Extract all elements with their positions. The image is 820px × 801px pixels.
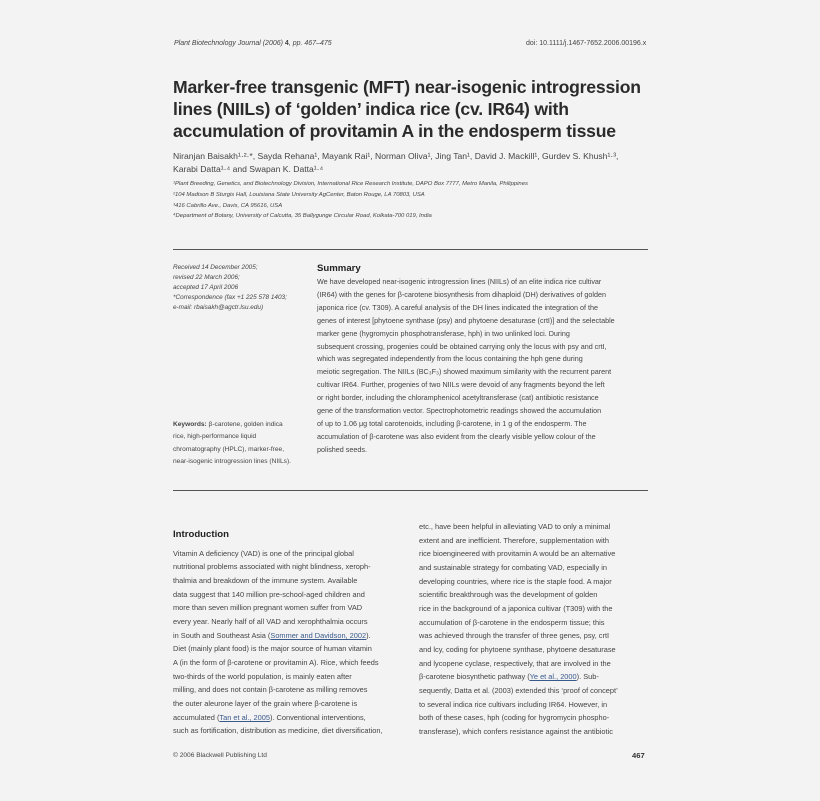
col1-line: A (in the form of β-carotene or provitamin A). Rice, which feeds bbox=[173, 658, 379, 667]
summary-line: japonica rice (cv. T309). A careful analysis of the DH lines indicated the integration of the bbox=[317, 302, 598, 312]
col2-line: scientific breakthrough was the development of golden bbox=[419, 590, 598, 599]
title-line-3: accumulation of provitamin A in the endosperm tissue bbox=[173, 121, 616, 141]
introduction-heading: Introduction bbox=[173, 529, 229, 540]
journal-year: (2006) bbox=[260, 40, 285, 47]
copyright: © 2006 Blackwell Publishing Ltd bbox=[173, 752, 267, 759]
summary-line: genes of interest [phytoene synthase (psy) and phytoene desaturase (crtI)] and the selectable bbox=[317, 315, 615, 325]
title-line-1: Marker-free transgenic (MFT) near-isogenic introgression bbox=[173, 77, 641, 97]
revised-date: revised 22 March 2006; bbox=[173, 274, 240, 281]
col1-text: accumulated ( bbox=[173, 713, 220, 722]
page-number: 467 bbox=[632, 751, 645, 760]
col1-text: ). bbox=[366, 631, 371, 640]
keywords-line-2: rice, high-performance liquid bbox=[173, 433, 257, 440]
col2-line: and sustainable strategy for combating VAD, especially in bbox=[419, 563, 608, 572]
col2-line: rice in the background of a japonica cultivar (T309) with the bbox=[419, 604, 613, 613]
summary-line: accumulation of β-carotene was also evident from the clearly visible yellow colour of the bbox=[317, 431, 596, 441]
journal-name: Plant Biotechnology Journal bbox=[174, 40, 261, 47]
doi: doi: 10.1111/j.1467-7652.2006.00196.x bbox=[526, 40, 647, 47]
journal-citation bbox=[174, 40, 332, 47]
summary-line: subsequent crossing, progenies could be obtained carrying only the locus with psy and crtI, bbox=[317, 341, 607, 351]
summary-line: or right border, including the chloramphenicol acetyltransferase (cat) antibiotic resistance bbox=[317, 393, 599, 403]
col2-line: to several indica rice cultivars including IR64. However, in bbox=[419, 700, 608, 709]
col1-line: Diet (mainly plant food) is the major source of human vitamin bbox=[173, 644, 372, 653]
received-date: Received 14 December 2005; bbox=[173, 264, 258, 271]
keywords-line-4: near-isogenic introgression lines (NIILs). bbox=[173, 458, 292, 465]
col1-line: data suggest that 140 million pre-school-aged children and bbox=[173, 590, 365, 599]
summary-line: We have developed near-isogenic introgression lines (NIILs) of an elite indica rice cultivar bbox=[317, 277, 602, 286]
col2-line: etc., have been helpful in alleviating VAD to only a minimal bbox=[419, 522, 611, 531]
affiliation-3: ³416 Cabrillo Ave., Davis, CA 95616, USA bbox=[173, 203, 283, 209]
affiliation-4: ⁴Department of Botany, University of Calcutta, 35 Ballygunge Circular Road, Kolkata-700 019, India bbox=[173, 213, 432, 219]
keywords-text-1: β-carotene, golden indica bbox=[206, 421, 283, 428]
keywords-label: Keywords: bbox=[173, 421, 207, 428]
affiliation-1: ¹Plant Breeding, Genetics, and Biotechnology Division, International Rice Research Institute, DAPO Box 7777, Metro Manila, Philippines bbox=[173, 181, 528, 187]
col2-line: both of these cases, hph (coding for hygromycin phospho- bbox=[419, 713, 610, 722]
summary-heading: Summary bbox=[317, 263, 361, 274]
keywords-line-3: chromatography (HPLC), marker-free, bbox=[173, 446, 285, 453]
col1-line: more than seven million pregnant women suffer from VAD bbox=[173, 603, 363, 612]
col2-line: extent and are inefficient. Therefore, supplementation with bbox=[419, 536, 609, 545]
journal-pages: , pp. 467–475 bbox=[288, 40, 332, 47]
col1-line: thalmia and breakdown of the immune system. Available bbox=[173, 576, 358, 585]
col1-line: Vitamin A deficiency (VAD) is one of the principal global bbox=[173, 549, 354, 558]
col1-line: two-thirds of the world population, is mainly eaten after bbox=[173, 672, 352, 681]
col2-line: and lycopene cyclase, respectively, that are involved in the bbox=[419, 659, 611, 668]
summary-line: which was segregated independently from the locus containing the hph gene during bbox=[317, 354, 583, 364]
col1-line-with-link bbox=[173, 713, 366, 722]
col2-line: developing countries, where rice is the staple food. A major bbox=[419, 577, 612, 586]
journal-volume: 4 bbox=[284, 40, 289, 47]
summary-line: gene of the transformation vector. Spectrophotometric readings showed the accumulation bbox=[317, 406, 602, 415]
col2-line: sequently, Datta et al. (2003) extended this ‘proof of concept’ bbox=[419, 686, 618, 695]
accepted-date: accepted 17 April 2006 bbox=[173, 284, 239, 291]
divider-top bbox=[173, 249, 648, 250]
col1-text: ). Conventional interventions, bbox=[269, 713, 366, 722]
col2-text: β-carotene biosynthetic pathway ( bbox=[419, 672, 530, 681]
summary-line: cultivar IR64. Further, progenies of two NIILs were devoid of any fragments beyond the left bbox=[317, 380, 605, 390]
col2-line: was achieved through the transfer of three genes, psy, crtI bbox=[419, 631, 610, 640]
summary-line: (IR64) with the genes for β-carotene biosynthesis from dihaploid (DH) derivatives of golden bbox=[317, 289, 606, 299]
col1-line: the outer aleurone layer of the grain where β-carotene is bbox=[173, 699, 358, 708]
summary-line: marker gene (hygromycin phosphotransferase, hph) in two unlinked loci. During bbox=[317, 328, 570, 338]
reference-link-tan[interactable]: Tan et al., 2005 bbox=[219, 713, 270, 722]
col2-line: and lcy, coding for phytoene synthase, phytoene desaturase bbox=[419, 645, 616, 654]
divider-bottom bbox=[173, 490, 648, 491]
reference-link-ye[interactable]: Ye et al., 2000 bbox=[529, 672, 577, 681]
summary-line: meiotic segregation. The NIILs (BC₃F₃) showed maximum similarity with the recurrent parent bbox=[317, 367, 612, 377]
col1-text: in South and Southeast Asia ( bbox=[173, 631, 271, 640]
correspondence-email: e-mail: rbaisakh@agctr.lsu.edu) bbox=[173, 304, 264, 311]
authors-line-1: Niranjan Baisakh¹·²·*, Sayda Rehana¹, Mayank Rai¹, Norman Oliva¹, Jing Tan¹, David J. Mackill¹, Gurdev S. Khush¹·³, bbox=[173, 151, 619, 161]
col1-line: every year. Nearly half of all VAD and xerophthalmia occurs bbox=[173, 617, 368, 626]
col2-line: transferase), which confers resistance against the antibiotic bbox=[419, 727, 613, 736]
col1-line: milling, and does not contain β-carotene as milling removes bbox=[173, 685, 368, 694]
summary-line: polished seeds. bbox=[317, 444, 367, 454]
reference-link-sommer[interactable]: Sommer and Davidson, 2002 bbox=[270, 631, 367, 640]
keywords-line-1 bbox=[173, 421, 283, 428]
correspondence: *Correspondence (fax +1 225 578 1403; bbox=[173, 294, 287, 301]
col1-line: such as fortification, distribution as medicine, diet diversification, bbox=[173, 726, 383, 735]
col2-text: ). Sub- bbox=[576, 672, 599, 681]
col2-line: rice bioengineered with provitamin A would be an alternative bbox=[419, 549, 616, 558]
col2-line-with-link bbox=[419, 672, 599, 681]
summary-line: of up to 1.06 μg total carotenoids, including β-carotene, in 1 g of the endosperm. The bbox=[317, 418, 587, 428]
affiliation-2: ²104 Madison B Sturgis Hall, Louisiana State University AgCenter, Baton Rouge, LA 70803, USA bbox=[173, 192, 425, 198]
col2-line: accumulation of β-carotene in the endosperm tissue; this bbox=[419, 618, 605, 627]
col1-line-with-link bbox=[173, 631, 371, 640]
col1-line: nutritional problems associated with night blindness, xeroph- bbox=[173, 562, 371, 571]
title-line-2: lines (NIILs) of ‘golden’ indica rice (cv. IR64) with bbox=[173, 99, 569, 119]
authors-line-2: Karabi Datta¹·⁴ and Swapan K. Datta¹·⁴ bbox=[173, 164, 324, 174]
